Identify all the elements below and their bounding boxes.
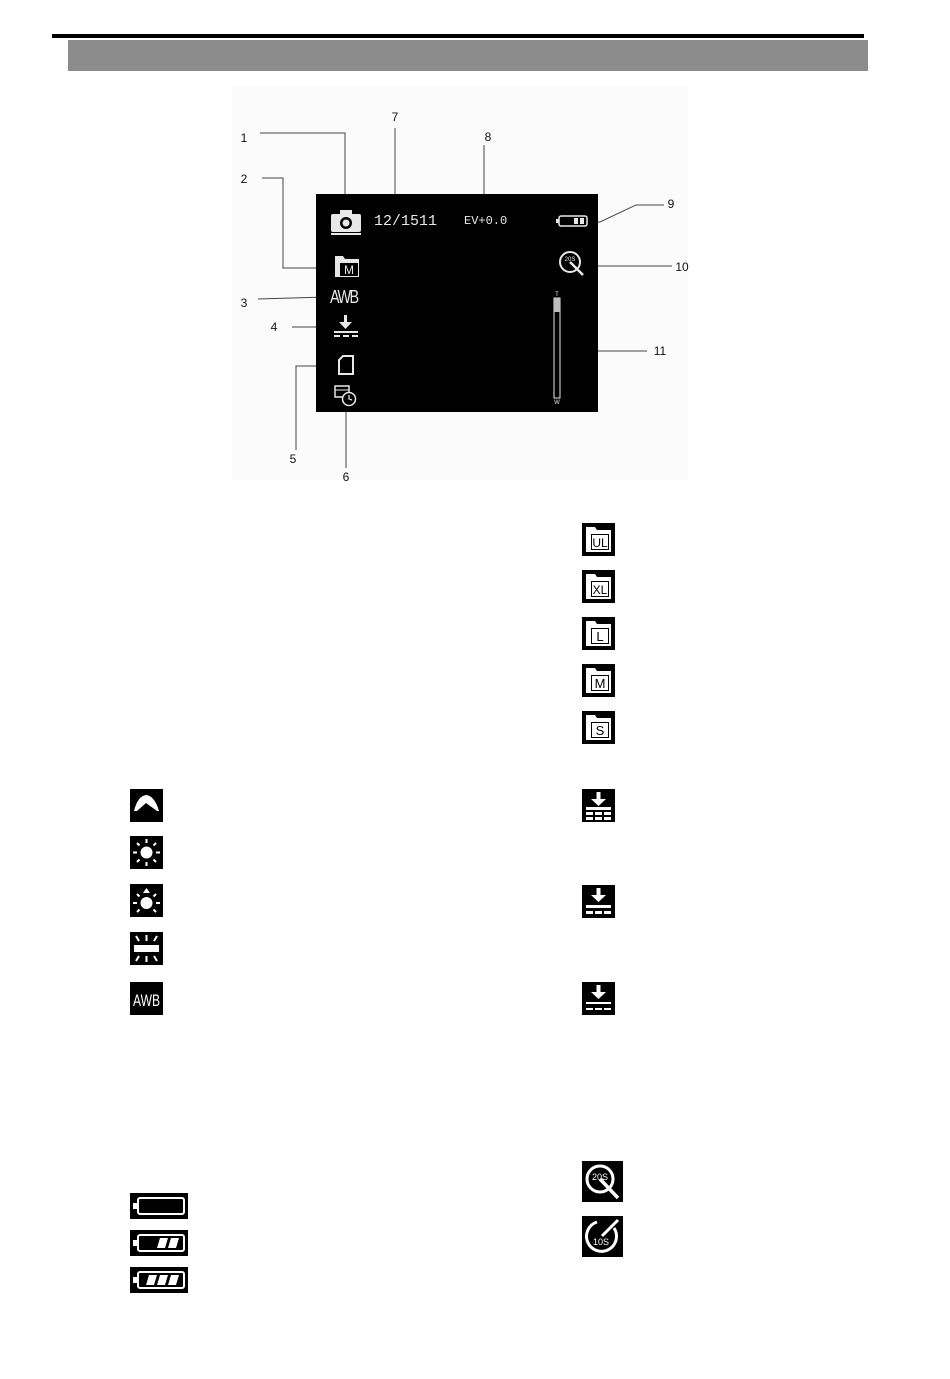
callout-8: 8 [484,130,492,144]
sd-card-icon [336,354,356,376]
svg-text:AWB: AWB [133,991,160,1010]
tungsten-icon [130,884,163,917]
zoom-bar-icon [551,290,563,406]
svg-text:20S: 20S [591,1172,609,1182]
callout-1: 1 [240,131,248,145]
quality-super-fine-icon [582,789,615,822]
self-timer-10s-icon [582,1216,623,1257]
callout-10: 10 [675,260,689,274]
fluorescent-icon [130,932,163,965]
quality-fine-icon [582,885,615,918]
callout-2: 2 [240,172,248,186]
svg-text:L: L [596,629,604,644]
ev-value: EV+0.0 [464,214,508,228]
callout-3: 3 [240,296,248,310]
self-timer-20s-icon [558,250,586,278]
svg-text:W: W [554,400,560,406]
image-size-l-icon [582,617,615,650]
quality-icon [332,314,360,338]
svg-text:20S: 20S [564,257,576,263]
svg-text:10S: 10S [592,1237,610,1247]
lcd-screen [316,194,598,412]
image-size-m-icon [582,664,615,697]
date-stamp-icon [334,385,358,407]
svg-text:M: M [594,676,606,691]
callout-4: 4 [270,320,278,334]
daylight-icon [130,836,163,869]
image-size-m-icon [334,254,360,278]
image-size-s-icon [582,711,615,744]
image-size-xl-icon [582,570,615,603]
svg-text:XL: XL [592,583,608,597]
cloudy-icon [130,789,163,822]
callout-9: 9 [667,197,675,211]
battery-full-icon [130,1193,188,1219]
camera-icon [330,208,362,236]
callout-6: 6 [342,470,350,484]
svg-text:UL: UL [592,536,608,550]
callout-7: 7 [391,110,399,124]
svg-text:M: M [344,263,354,277]
awb-label: AWB [330,287,358,307]
battery-half-icon [130,1230,188,1256]
quality-normal-icon [582,982,615,1015]
callout-5: 5 [289,452,297,466]
svg-text:T: T [555,292,559,298]
battery-low-icon [130,1267,188,1293]
callout-11: 11 [653,344,667,358]
image-size-ul-icon [582,523,615,556]
awb-icon [130,982,163,1015]
shot-counter: 12/1511 [374,213,438,230]
self-timer-20s-icon [582,1161,623,1202]
svg-text:S: S [595,723,605,738]
battery-icon [556,215,588,227]
